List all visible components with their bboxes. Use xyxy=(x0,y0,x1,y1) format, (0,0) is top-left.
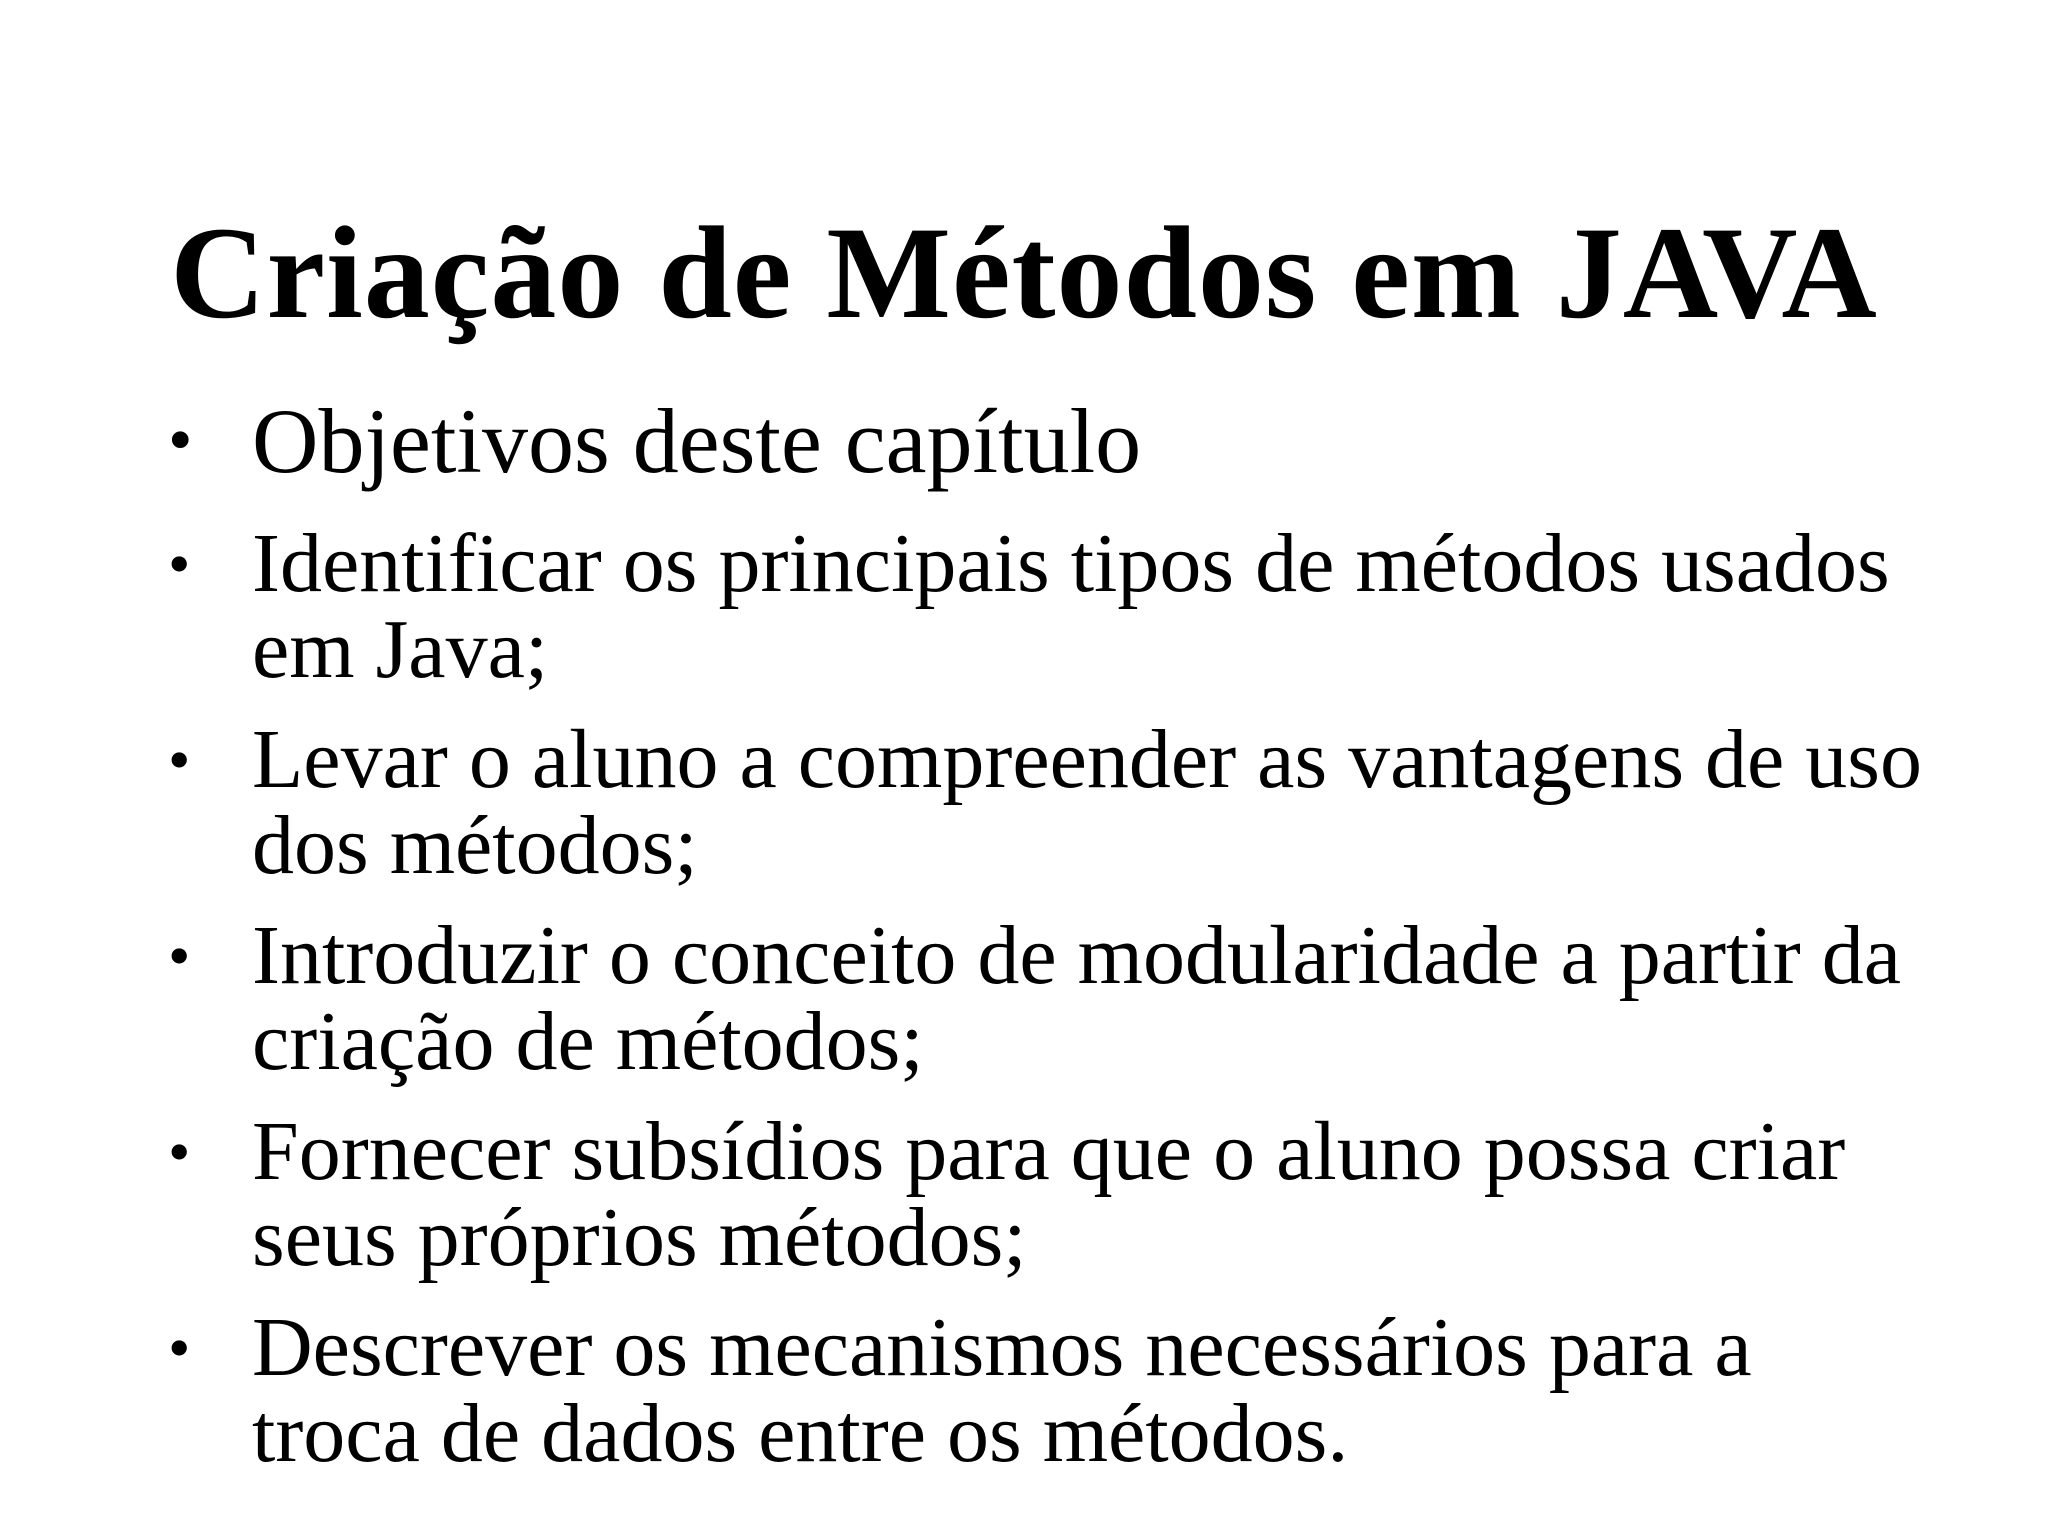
bullet-text: Fornecer subsídios para que o aluno possa criar seus próprios métodos; xyxy=(252,1105,1846,1284)
list-item xyxy=(168,517,1928,696)
list-item xyxy=(168,1301,1928,1480)
bullet-list xyxy=(168,390,1928,1501)
list-item xyxy=(168,390,1928,492)
slide-title: Criação de Métodos em JAVA xyxy=(170,199,1878,346)
bullet-text: Levar o aluno a compreender as vantagens de uso dos métodos; xyxy=(252,713,1922,892)
list-item xyxy=(168,909,1928,1088)
bullet-icon: • xyxy=(168,402,193,479)
bullet-text: Objetivos deste capítulo xyxy=(252,390,1142,492)
bullet-text: Descrever os mecanismos necessários para a troca de dados entre os métodos. xyxy=(252,1301,1752,1480)
list-item xyxy=(168,1105,1928,1284)
bullet-icon: • xyxy=(168,1312,191,1383)
list-item xyxy=(168,713,1928,892)
bullet-icon: • xyxy=(168,528,191,599)
bullet-icon: • xyxy=(168,920,191,991)
bullet-text: Introduzir o conceito de modularidade a partir da criação de métodos; xyxy=(252,909,1901,1088)
bullet-text: Identificar os principais tipos de métodos usados em Java; xyxy=(252,517,1890,696)
bullet-icon: • xyxy=(168,1116,191,1187)
bullet-icon: • xyxy=(168,724,191,795)
